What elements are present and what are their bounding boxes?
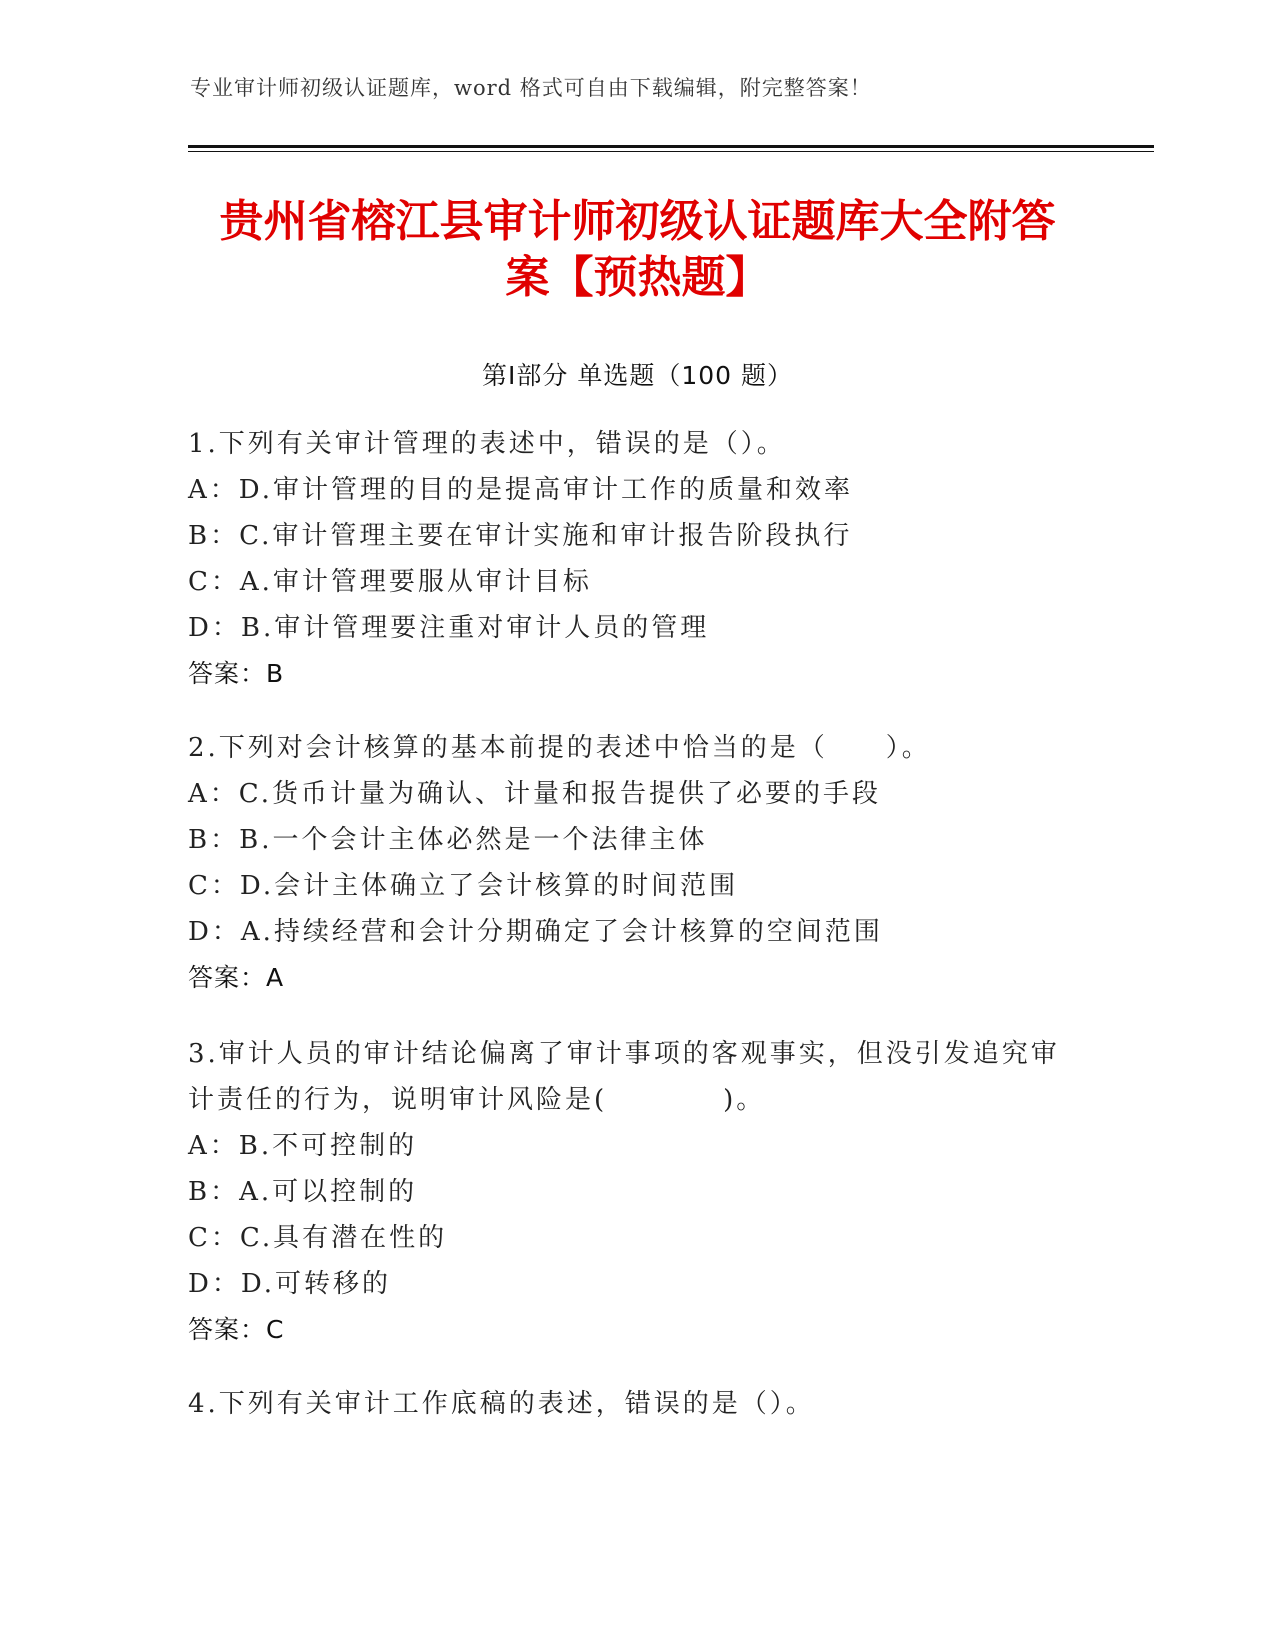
option-d: D：D.可转移的 [188, 1269, 392, 1299]
option-b: B：C.审计管理主要在审计实施和审计报告阶段执行 [188, 521, 853, 551]
option-b: B：A.可以控制的 [188, 1177, 418, 1207]
document-title [150, 194, 1125, 306]
option-b: B：B.一个会计主体必然是一个法律主体 [188, 825, 708, 855]
answer-label: 答案：A [188, 963, 285, 992]
question-3 [188, 1031, 1088, 1353]
option-a: A：B.不可控制的 [188, 1131, 418, 1161]
question-stem: 1.下列有关审计管理的表述中，错误的是（）。 [188, 429, 786, 459]
title-line-1: 贵州省榕江县审计师初级认证题库大全附答 [219, 196, 1056, 247]
option-c: C：A.审计管理要服从审计目标 [188, 567, 592, 597]
header-rule-thick [188, 145, 1154, 148]
section-heading: 第Ⅰ部分 单选题（100 题） [482, 361, 793, 390]
answer-label: 答案：C [188, 1315, 285, 1344]
question-stem-line-1: 3.审计人员的审计结论偏离了审计事项的客观事实，但没引发追究审 [188, 1039, 1060, 1069]
option-a: A：D.审计管理的目的是提高审计工作的质量和效率 [188, 475, 853, 505]
option-d: D：B.审计管理要注重对审计人员的管理 [188, 613, 710, 643]
title-line-2: 案【预热题】 [505, 252, 770, 303]
question-stem: 4.下列有关审计工作底稿的表述，错误的是（）。 [188, 1389, 815, 1419]
question-2 [188, 725, 1088, 1001]
question-4 [188, 1381, 1088, 1427]
header-rule-thin [188, 151, 1154, 152]
option-c: C：D.会计主体确立了会计核算的时间范围 [188, 871, 739, 901]
option-d: D：A.持续经营和会计分期确定了会计核算的空间范围 [188, 917, 883, 947]
answer-label: 答案：B [188, 659, 285, 688]
question-1 [188, 421, 1088, 697]
option-a: A：C.货币计量为确认、计量和报告提供了必要的手段 [188, 779, 882, 809]
header-note: 专业审计师初级认证题库，word 格式可自由下载编辑，附完整答案！ [190, 76, 872, 100]
question-stem: 2.下列对会计核算的基本前提的表述中恰当的是（ ）。 [188, 733, 931, 763]
option-c: C：C.具有潜在性的 [188, 1223, 448, 1253]
question-stem-line-2: 计责任的行为，说明审计风险是( )。 [188, 1085, 766, 1115]
